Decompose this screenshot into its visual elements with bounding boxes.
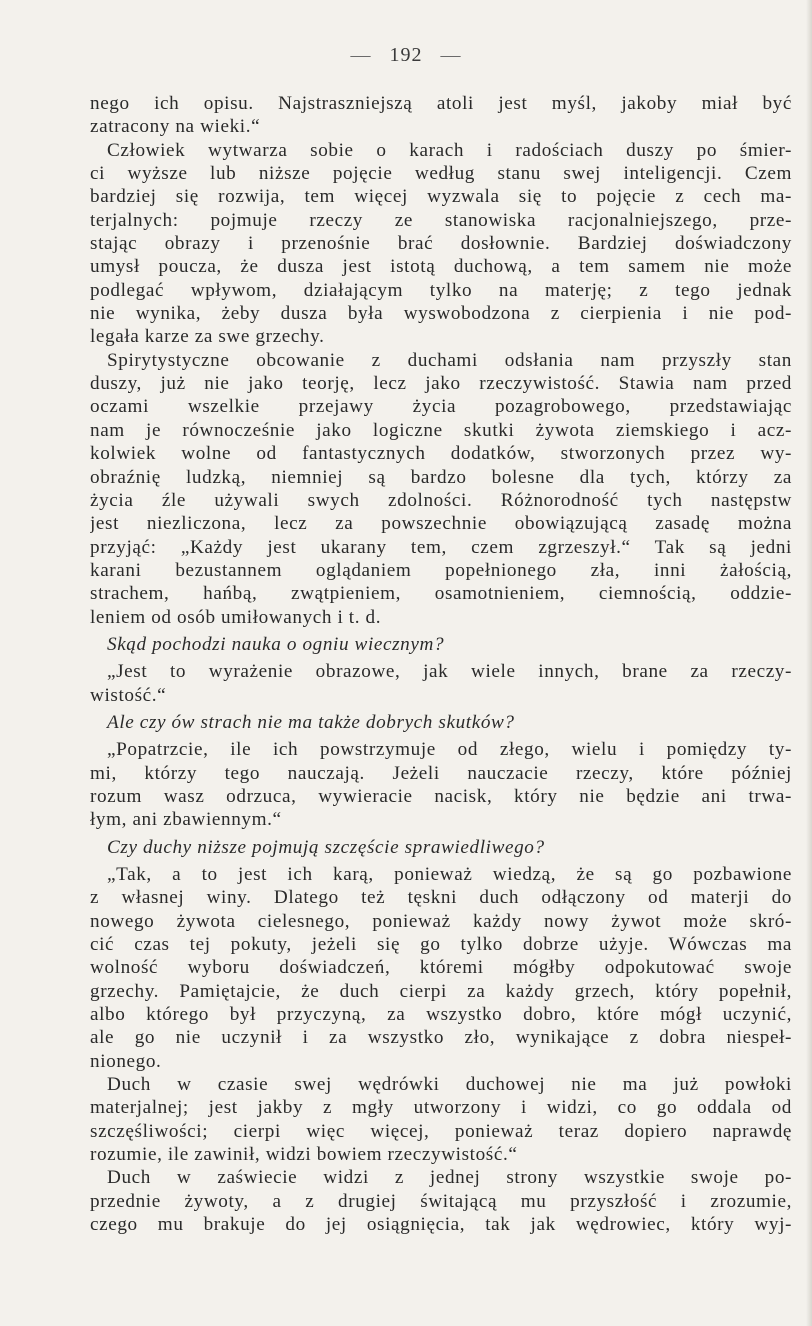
page-edge-shadow xyxy=(806,0,812,1326)
text-line: podlegać wpływom, działającym tylko na materję; z tego jednak xyxy=(90,279,792,301)
text-line: leniem od osób umiłowanych i t. d. xyxy=(90,606,382,628)
text-line: karani bezustannem oglądaniem popełnionego zła, inni żałością, xyxy=(90,559,792,581)
text-line: rozum wasz odrzuca, wywieracie nacisk, który nie będzie ani trwa- xyxy=(90,785,792,807)
page-number: 192 xyxy=(389,44,423,66)
text-line: albo którego był przyczyną, za wszystko dobro, które mógł uczynić, xyxy=(90,1004,792,1026)
text-line: zatracony na wieki.“ xyxy=(90,116,261,138)
text-line: wolność wyboru doświadczeń, któremi mógłby odpokutować swoje xyxy=(90,957,792,979)
text-line: umysł poucza, że dusza jest istotą duchową, a tem samem nie może xyxy=(90,256,792,278)
header-right-dash: — xyxy=(440,44,462,66)
question-line: Skąd pochodzi nauka o ogniu wiecznym? xyxy=(107,633,445,655)
text-line: „Tak, a to jest ich karą, ponieważ wiedzą, że są go pozbawione xyxy=(107,864,792,885)
text-line: czego mu brakuje do jej osiągnięcia, tak jak wędrowiec, który wyj- xyxy=(90,1214,792,1236)
text-line: materjalnej; jest jakby z mgły utworzony i widzi, co go oddala od xyxy=(90,1097,792,1119)
text-line: nionego. xyxy=(90,1050,162,1072)
text-line: rozumie, ile zawinił, widzi bowiem rzeczywistość.“ xyxy=(90,1144,518,1166)
question-line: Ale czy ów strach nie ma także dobrych skutków? xyxy=(107,711,515,733)
text-line: Duch w zaświecie widzi z jednej strony wszystkie swoje po- xyxy=(107,1167,792,1189)
text-line: terjalnych: pojmuje rzeczy ze stanowiska racjonalniejszego, prze- xyxy=(90,209,792,231)
text-line: szczęśliwości; cierpi więc więcej, ponieważ teraz dopiero naprawdę xyxy=(90,1120,792,1142)
text-line: „Popatrzcie, ile ich powstrzymuje od złego, wielu i pomiędzy ty- xyxy=(107,739,792,761)
text-line: mi, którzy tego nauczają. Jeżeli nauczacie rzeczy, które później xyxy=(90,762,792,784)
text-line: Człowiek wytwarza sobie o karach i radościach duszy po śmier- xyxy=(107,139,792,161)
text-line: nie wynika, żeby dusza była wyswobodzona z cierpienia i nie pod- xyxy=(90,303,792,325)
text-line: jest niezliczona, lecz za powszechnie obowiązującą zasadę można xyxy=(90,513,792,535)
text-line: legała karze za swe grzechy. xyxy=(90,326,325,348)
text-line: wistość.“ xyxy=(90,684,167,706)
text-line: bardziej się rozwija, tem więcej wyzwala się to pojęcie z cech ma- xyxy=(90,186,792,208)
text-line: łym, ani zbawiennym.“ xyxy=(90,809,282,831)
text-line: duszy, już nie jako teorję, lecz jako rzeczywistość. Stawia nam przed xyxy=(90,373,792,395)
text-line: życia źle używali swych zdolności. Różnorodność tych następstw xyxy=(90,489,792,511)
text-line: stając obrazy i przenośnie brać dosłownie. Bardziej doświadczony xyxy=(90,233,792,255)
text-line: ale go nie uczynił i za wszystko zło, wynikające z dobra niespeł- xyxy=(90,1027,792,1049)
body-text xyxy=(90,92,792,1237)
page-header xyxy=(0,44,812,67)
text-line: przyjąć: „Każdy jest ukarany tem, czem zgrzeszył.“ Tak są jedni xyxy=(90,536,792,558)
text-line: cić czas tej pokuty, jeżeli się go tylko dobrze użyje. Wówczas ma xyxy=(90,934,792,956)
text-line: ci wyższe lub niższe pojęcie według stanu swej inteligencji. Czem xyxy=(90,163,792,185)
header-left-dash: — xyxy=(350,44,372,66)
text-line: z własnej winy. Dlatego też tęskni duch odłączony od materji do xyxy=(90,887,792,909)
text-line: „Jest to wyrażenie obrazowe, jak wiele innych, brane za rzeczy- xyxy=(107,661,792,683)
question-line: Czy duchy niższe pojmują szczęście sprawiedliwego? xyxy=(107,836,545,858)
text-line: strachem, hańbą, zwątpieniem, osamotnieniem, ciemnością, oddzie- xyxy=(90,583,792,605)
text-line: obraźnię ludzką, niemniej są bardzo bolesne dla tych, którzy za xyxy=(90,466,792,488)
text-line: nego ich opisu. Najstraszniejszą atoli jest myśl, jakoby miał być xyxy=(90,93,792,114)
text-line: przednie żywoty, a z drugiej świtającą mu przyszłość i zrozumie, xyxy=(90,1190,792,1212)
text-line: nam je równocześnie jako logiczne skutki żywota ziemskiego i acz- xyxy=(90,419,792,441)
text-line: grzechy. Pamiętajcie, że duch cierpi za każdy grzech, który popełnił, xyxy=(90,980,792,1002)
text-line: kolwiek wolne od fantastycznych dodatków, stworzonych przez wy- xyxy=(90,443,792,465)
text-line: nowego żywota cielesnego, ponieważ każdy nowy żywot może skró- xyxy=(90,910,792,932)
text-line: Duch w czasie swej wędrówki duchowej nie ma już powłoki xyxy=(107,1074,792,1096)
text-line: Spirytystyczne obcowanie z duchami odsłania nam przyszły stan xyxy=(107,349,792,371)
text-line: oczami wszelkie przejawy życia pozagrobowego, przedstawiając xyxy=(90,396,792,418)
